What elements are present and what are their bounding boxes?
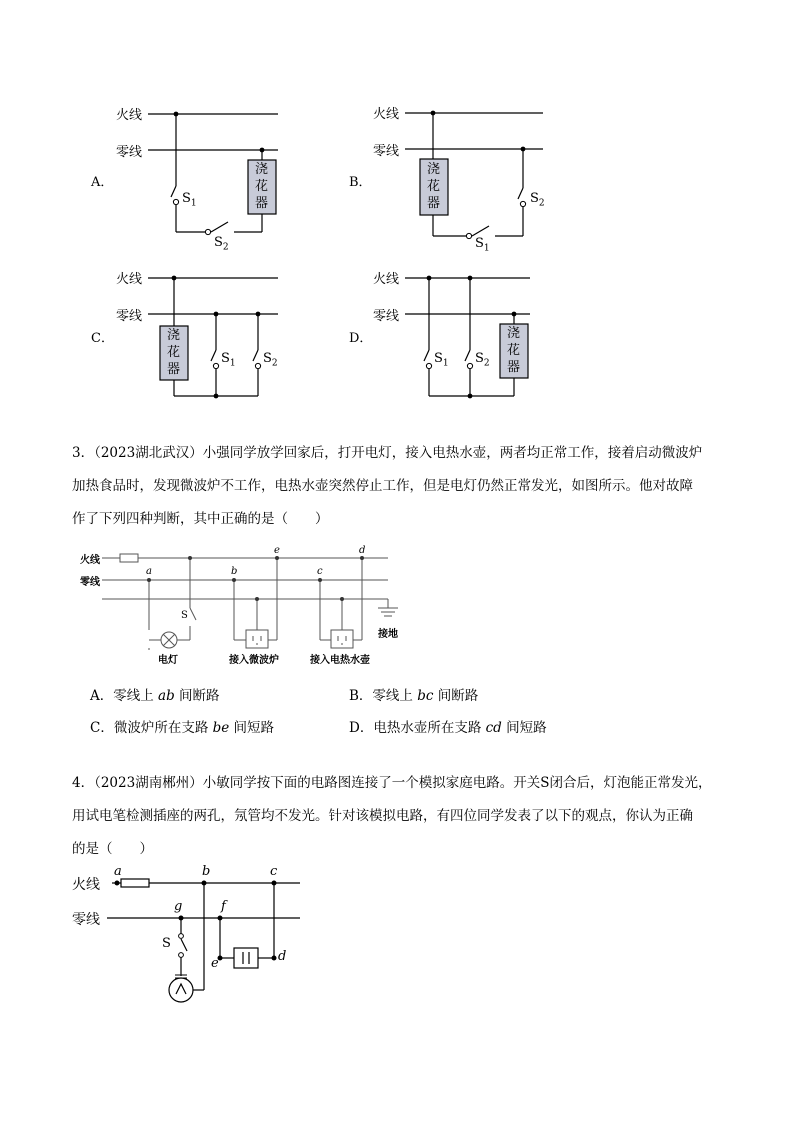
- q3-option-c[interactable]: C．微波炉所在支路 be 间短路: [90, 720, 275, 736]
- q3-fig-point-a: a: [146, 566, 152, 577]
- q4-fig-point-f: f: [221, 899, 226, 914]
- q3-fig-live-label: 火线: [80, 555, 100, 566]
- device-label-c: 浇花器: [167, 328, 181, 377]
- question-3-circuit-figure: [0, 540, 794, 670]
- neutral-wire-label-b: 零线: [373, 144, 400, 159]
- live-wire-label-b: 火线: [373, 107, 400, 122]
- q3-option-a[interactable]: A．零线上 ab 间断路: [90, 688, 220, 704]
- q3-fig-microwave-label: 接入微波炉: [229, 655, 279, 666]
- neutral-wire-label-a: 零线: [116, 145, 143, 160]
- question-3-line-2: 加热食品时，发现微波炉不工作，电热水壶突然停止工作，但是电灯仍然正常发光，如图所示。他对故障: [72, 478, 693, 494]
- q4-fig-neutral-label: 零线: [72, 912, 100, 928]
- neutral-wire-label-c: 零线: [116, 309, 143, 324]
- device-label-d: 浇花器: [507, 326, 521, 375]
- switch-label-d-s1: $S_1$: [434, 351, 449, 369]
- switch-label-b-s1: $S_1$: [475, 236, 490, 254]
- q3-fig-point-e: e: [274, 545, 280, 556]
- switch-label-c-s1: $S_1$: [221, 351, 236, 369]
- q3-fig-point-d: d: [359, 545, 366, 556]
- q4-fig-point-g: g: [174, 899, 183, 914]
- question-4-line-3: 的是（ ）: [72, 841, 153, 857]
- q4-fig-live-label: 火线: [72, 877, 100, 893]
- q4-fig-switch-label: S: [162, 936, 171, 951]
- switch-label-a-s1: $S_1$: [182, 191, 197, 209]
- switch-label-b-s2: $S_2$: [530, 191, 545, 209]
- question-4-line-2: 用试电笔检测插座的两孔，氖管均不发光。针对该模拟电路，有四位同学发表了以下的观点，你认为正确: [72, 808, 693, 824]
- q4-fig-point-c: c: [270, 864, 278, 879]
- q3-fig-kettle-label: 接入电热水壶: [310, 655, 370, 666]
- q4-fig-point-e: e: [211, 956, 219, 971]
- q3-fig-neutral-label: 零线: [80, 577, 100, 588]
- question-3-line-1: 3．（2023湖北武汉）小强同学放学回家后，打开电灯，接入电热水壶，两者均正常工作，接着启动微波炉: [72, 445, 703, 461]
- question-4-text: [72, 767, 732, 866]
- device-label-a: 浇花器: [255, 162, 269, 211]
- q3-fig-lamp-label: 电灯: [158, 655, 178, 666]
- q3-fig-switch-label: S: [181, 610, 188, 621]
- question-4-line-1: 4．（2023湖南郴州）小敏同学按下面的电路图连接了一个模拟家庭电路。开关S闭合后，灯泡能正常发光，: [72, 775, 712, 791]
- top-diagrams: [0, 0, 794, 410]
- question-3-line-3: 作了下列四种判断，其中正确的是（ ）: [72, 511, 329, 527]
- switch-label-c-s2: $S_2$: [263, 351, 278, 369]
- option-d-label: D．: [349, 331, 373, 346]
- q4-fig-point-d: d: [278, 949, 287, 964]
- neutral-wire-label-d: 零线: [373, 309, 400, 324]
- option-c-label: C．: [91, 331, 114, 346]
- q3-option-d[interactable]: D．电热水壶所在支路 cd 间短路: [349, 720, 547, 736]
- live-wire-label-a: 火线: [116, 108, 143, 123]
- q3-fig-ground-label: 接地: [378, 629, 398, 640]
- q3-fig-point-b: b: [231, 566, 238, 577]
- question-3-text: [72, 437, 732, 536]
- option-a-label: A．: [91, 175, 114, 190]
- q3-option-b[interactable]: B．零线上 bc 间断路: [349, 688, 479, 704]
- switch-label-d-s2: $S_2$: [475, 351, 490, 369]
- live-wire-label-d: 火线: [373, 272, 400, 287]
- switch-label-a-s2: $S_2$: [214, 235, 229, 253]
- question-4-circuit-figure: [0, 860, 794, 1020]
- q4-fig-point-b: b: [202, 864, 211, 879]
- q4-fig-point-a: a: [114, 864, 122, 879]
- device-label-b: 浇花器: [427, 162, 441, 211]
- live-wire-label-c: 火线: [116, 272, 143, 287]
- option-b-label: B．: [349, 175, 372, 190]
- q3-fig-point-c: c: [317, 566, 323, 577]
